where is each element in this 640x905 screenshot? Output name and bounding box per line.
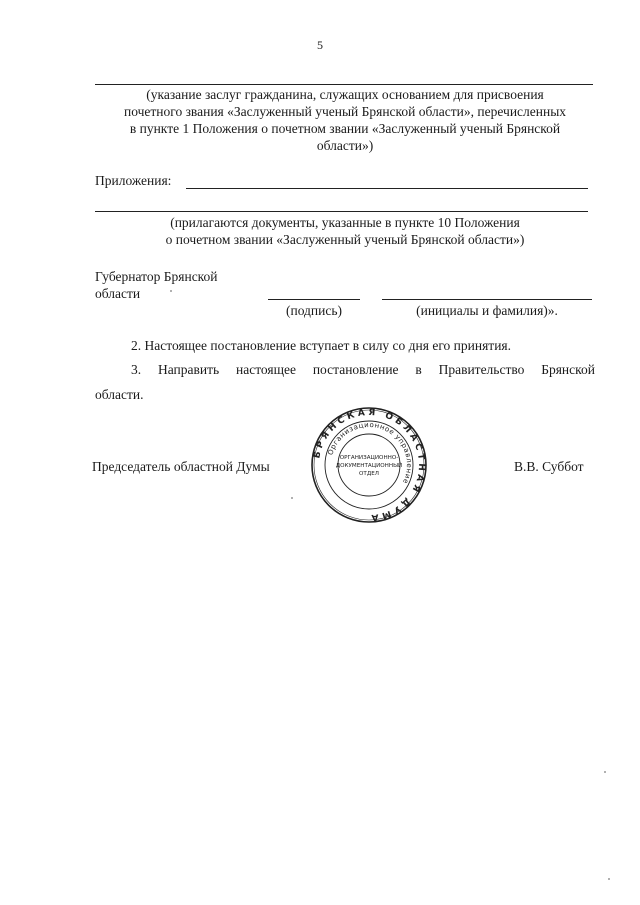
scan-speck [291,497,293,499]
scan-speck [604,771,606,773]
merits-line: области») [316,138,374,153]
attachments-line [186,188,588,189]
paragraph-3-continuation: области. [95,387,144,402]
seal-center-line: ОТДЕЛ [359,471,379,477]
seal-inner-text: Организационное управление [326,420,414,486]
governor-line: Губернатор Брянской [95,269,218,284]
merits-blank-line [95,84,593,85]
governor-line: области [95,286,141,301]
scan-speck [170,290,172,292]
attachments-label: Приложения: [95,173,172,188]
attachments-note [95,214,595,248]
chairman-title: Председатель областной Думы [92,459,270,474]
seal-center-line: ОРГАНИЗАЦИОННО- [339,455,399,461]
merits-explanation [95,86,595,154]
merits-line: (указание заслуг гражданина, служащих основанием для присвоения [146,87,544,102]
signature-line [268,299,360,300]
initials-line [382,299,592,300]
seal-center-line: ДОКУМЕНТАЦИОННЫЙ [335,463,403,469]
initials-caption: (инициалы и фамилия)». [416,303,558,318]
governor-title [95,268,218,302]
merits-line: в пункте 1 Положения о почетном звании «Заслуженный ученый Брянской [129,121,561,136]
paragraph-2: 2. Настоящее постановление вступает в силу со дня его принятия. [131,338,512,353]
attachments-line-2 [95,211,588,212]
paragraph-3: 3. Направить настоящее постановление в Правительство Брянской [131,362,595,377]
attachments-note-line: о почетном звании «Заслуженный ученый Брянской области») [165,232,525,247]
signature-caption: (подпись) [285,303,343,318]
attachments-note-line: (прилагаются документы, указанные в пункте 10 Положения [170,215,520,230]
seal-outer-text: БРЯНСКАЯ ОБЛАСТНАЯ ДУМА [312,407,427,523]
merits-line: почетного звания «Заслуженный ученый Брянской области», перечисленных [123,104,567,119]
page-number: 5 [317,38,323,52]
chairman-name: В.В. Суббот [514,459,584,474]
scan-speck [608,878,610,880]
official-seal [310,406,428,524]
